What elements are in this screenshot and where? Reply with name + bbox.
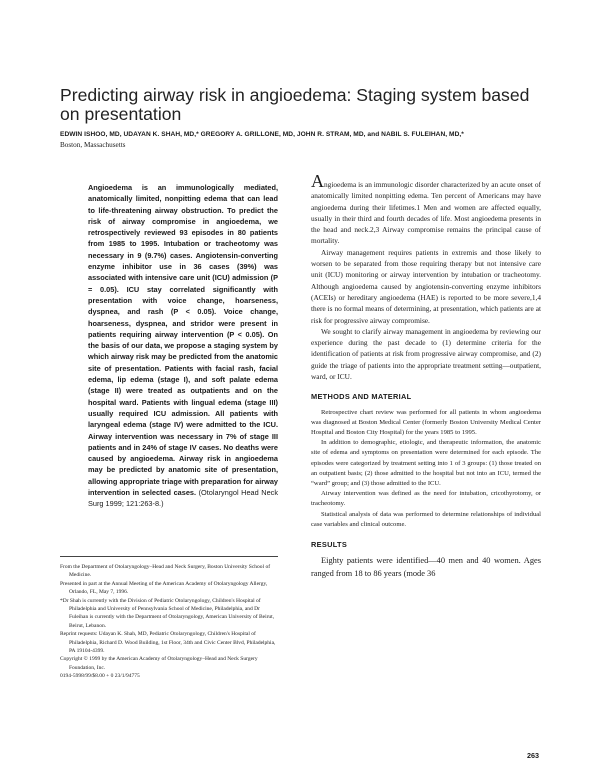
abstract: [88, 182, 278, 510]
intro-paragraph: Airway management requires patients in extremis and those likely to worsen to be separated from those requiring therapy but not intensive care unit (ICU) monitoring or airway intervention by intubation or tracheotomy. Although angioedema caused by angiotensin-converting enzyme inhibitors (ACEIs) or hereditary angioedema (HAE) is reported to be more severe,1,4 there is no formal means of determining, at presentation, which patients are at risk for progressive airway compromise.: [311, 247, 541, 325]
footnote-item: Copyright © 1999 by the American Academy of Otolaryngology–Head and Neck Surgery Foundation, Inc.: [60, 656, 258, 671]
intro-text: ngioedema is an immunologic disorder characterized by an acute onset of anatomically limited nonpitting edema. Ten percent of Americans may have angioedema during their lifetimes.1 Men and women are affected equally, usually in their third and fourth decades of life. Most angioedema presents in the head and neck.2,3 Airway compromise remains the principal cause of mortality.: [311, 180, 541, 246]
footnotes: [60, 563, 280, 681]
intro-paragraph: [311, 171, 541, 247]
abstract-body: Angioedema is an immunologically mediated, anatomically limited, nonpitting edema that can lead to life-threatening airway obstruction. To predict the risk of airway compromise in angioedema, we retrospectively reviewed 93 episodes in 80 patients from 1985 to 1995. Intubation or tracheotomy was necessary in 9 (9.7%) cases. Angiotensin-converting enzyme inhibitor use in 36 cases (39%) was associated with intensive care unit (ICU) admission (P = 0.05). ICU stay correlated significantly with presentation with voice change, hoarseness, dyspnea, and rash (P < 0.05). Voice change, hoarseness, dyspnea, and stridor were present in patients requiring airway intervention (P < 0.05). On the basis of our data, we propose a staging system by which airway risk may be predicted from the anatomic site of presentation. Patients with facial rash, facial edema, lip edema (stage I), and soft palate edema (stage II) were treated as outpatients and on the hospital ward. Patients with lingual edema (stage III) usually required ICU admission. All patients with laryngeal edema (stage IV) were admitted to the ICU. Airway intervention was necessary in 7% of stage III patients and in 24% of stage IV cases. No deaths were caused by angioedema. Airway risk in angioedema may be predicted by anatomic site of presentation, allowing appropriate triage with preparation for airway intervention in selected cases.: [88, 183, 278, 498]
main-text-column: [311, 171, 541, 581]
methods-paragraph: In addition to demographic, etiologic, and therapeutic information, the anatomic site of edema and symptoms on presentation were determined for each episode. The episodes were categorized by treatment setting into 1 of 3 groups: (1) those treated on an outpatient basis; (2) those admitted to the hospital but not into an ICU, termed the “ward” group; and (3) those admitted to the ICU.: [311, 439, 541, 488]
footnote-item: 0194-5998/99/$8.00 + 0 23/1/94775: [60, 673, 140, 680]
results-paragraph: Eighty patients were identified—40 men and 40 women. Ages ranged from 18 to 86 years (mode 36: [311, 556, 541, 578]
footnote-divider: [60, 556, 278, 557]
intro-paragraph: We sought to clarify airway management in angioedema by reviewing our experience during the past decade to (1) determine criteria for the identification of patients at risk from progressive airway compromise, and (2) guide the triage of patients into the appropriate treatment setting—outpatient, ward, or ICU.: [311, 326, 541, 382]
page-number: 263: [527, 751, 539, 760]
methods-paragraph: Retrospective chart review was performed for all patients in whom angioedema was diagnosed at Boston Medical Center (formerly Boston University Medical Center Hospital and Boston City Hospital) for the years 1985 to 1995.: [311, 408, 541, 437]
section-heading-methods: METHODS AND MATERIAL: [311, 392, 412, 402]
footnote-item: Presented in part at the Annual Meeting of the American Academy of Otolaryngology Allergy, Orlando, FL, May 7, 1996.: [60, 580, 268, 596]
methods-paragraph: Statistical analysis of data was performed to determine relationships of individual case variables and clinical outcome.: [311, 510, 541, 528]
footnote-item: *Dr Shah is currently with the Division of Pediatric Otolaryngology, Children's Hospital of Philadelphia and University of Pennsylvania School of Medicine, Philadelphia, and Dr Fuleihan is currently with the Department of Otolaryngology, American University of Beirut, Beirut, Lebanon.: [60, 597, 275, 629]
affiliation: Boston, Massachusetts: [60, 141, 126, 149]
author-list: EDWIN ISHOO, MD, UDAYAN K. SHAH, MD,* GREGORY A. GRILLONE, MD, JOHN R. STRAM, MD, and NABIL S. FULEIHAN, MD,*: [60, 131, 464, 138]
footnote-item: From the Department of Otolaryngology–Head and Neck Surgery, Boston University School of Medicine.: [60, 564, 271, 579]
abstract-citation: (Otolaryngol Head Neck Surg 1999; 121:263-8.): [88, 488, 278, 509]
article-title: Predicting airway risk in angioedema: Staging system based on presentation: [60, 85, 530, 124]
footnote-item: Reprint requests: Udayan K. Shah, MD, Pediatric Otolaryngology, Children's Hospital of Philadelphia, Richard D. Wood Building, 1st Floor, 34th and Civic Center Blvd, Philadelphia, PA 19104-4399.: [60, 631, 276, 655]
drop-cap: A: [311, 171, 324, 191]
methods-paragraph: Airway intervention was defined as the need for intubation, cricothyrotomy, or tracheotomy.: [311, 490, 541, 508]
section-heading-results: RESULTS: [311, 540, 348, 550]
